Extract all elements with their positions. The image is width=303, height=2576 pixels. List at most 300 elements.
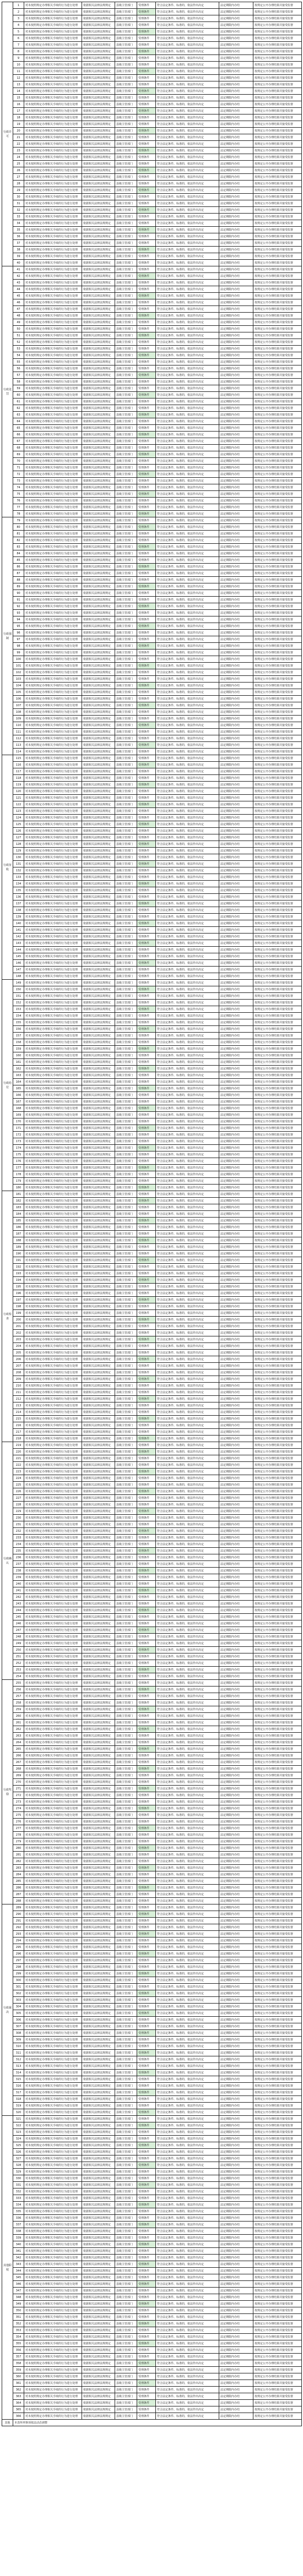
table-row — [2, 564, 302, 570]
cell-note: 按规定公开办理结果并接受监督 — [253, 504, 302, 511]
row-number: 68 — [13, 445, 24, 451]
row-number: 271 — [13, 1786, 24, 1792]
cell-item: 对未按照规定办理相关手续的行为进行处理 — [24, 451, 82, 458]
row-number: 99 — [13, 650, 24, 656]
cell-note: 按规定公开办理结果并接受监督 — [253, 2142, 302, 2149]
cell-limit: 法定期限内办结 — [219, 1838, 253, 1845]
cell-basis: 依据相关法律法规规定 — [82, 531, 115, 537]
cell-basis: 依据相关法律法规规定 — [82, 2327, 115, 2334]
row-number: 305 — [13, 2010, 24, 2017]
cell-limit: 法定期限内办结 — [219, 62, 253, 68]
cell-subject: 县级主管部门 — [115, 2010, 137, 2017]
cell-element: 受理条件 — [137, 795, 156, 801]
row-number: 304 — [13, 2004, 24, 2010]
cell-subject: 县级主管部门 — [115, 484, 137, 491]
cell-element: 受理条件 — [137, 887, 156, 894]
cell-standard: 符合法定条件、标准的，依法作出决定 — [156, 1713, 219, 1720]
cell-note: 按规定公开办理结果并接受监督 — [253, 1528, 302, 1535]
cell-item: 对未按照规定办理相关手续的行为进行处理 — [24, 1350, 82, 1356]
table-row — [2, 2347, 302, 2354]
cell-standard: 符合法定条件、标准的，依法作出决定 — [156, 2268, 219, 2274]
row-number: 287 — [13, 1891, 24, 1898]
cell-limit: 法定期限内办结 — [219, 1297, 253, 1303]
cell-basis: 依据相关法律法规规定 — [82, 1369, 115, 1376]
cell-item: 对未按照规定办理相关手续的行为进行处理 — [24, 88, 82, 95]
cell-subject: 县级主管部门 — [115, 1350, 137, 1356]
row-number: 226 — [13, 1488, 24, 1495]
cell-standard: 符合法定条件、标准的，依法作出决定 — [156, 2142, 219, 2149]
cell-note: 按规定公开办理结果并接受监督 — [253, 1138, 302, 1145]
cell-element: 受理条件 — [137, 1938, 156, 1944]
cell-subject: 县级主管部门 — [115, 828, 137, 834]
cell-item: 对未按照规定办理相关手续的行为进行处理 — [24, 2354, 82, 2360]
cell-standard: 符合法定条件、标准的，依法作出决定 — [156, 2175, 219, 2182]
cell-element: 受理条件 — [137, 1521, 156, 1528]
cell-basis: 依据相关法律法规规定 — [82, 22, 115, 29]
row-number: 4 — [13, 22, 24, 29]
cell-subject: 县级主管部门 — [115, 1786, 137, 1792]
cell-element: 受理条件 — [137, 385, 156, 392]
cell-standard: 符合法定条件、标准的，依法作出决定 — [156, 1825, 219, 1832]
cell-item: 对未按照规定办理相关手续的行为进行处理 — [24, 590, 82, 597]
cell-subject: 县级主管部门 — [115, 2347, 137, 2354]
table-row — [2, 207, 302, 214]
cell-basis: 依据相关法律法规规定 — [82, 722, 115, 729]
cell-element: 受理条件 — [137, 313, 156, 319]
cell-limit: 法定期限内办结 — [219, 35, 253, 42]
row-number: 126 — [13, 828, 24, 834]
cell-basis: 依据相关法律法规规定 — [82, 2255, 115, 2261]
cell-standard: 符合法定条件、标准的，依法作出决定 — [156, 2294, 219, 2301]
cell-limit: 法定期限内办结 — [219, 1145, 253, 1151]
table-row — [2, 2288, 302, 2294]
cell-basis: 依据相关法律法规规定 — [82, 1885, 115, 1891]
cell-subject: 县级主管部门 — [115, 1904, 137, 1911]
row-number: 77 — [13, 504, 24, 511]
table-row — [2, 1277, 302, 1284]
cell-standard: 符合法定条件、标准的，依法作出决定 — [156, 174, 219, 181]
cell-element: 受理条件 — [137, 2043, 156, 2050]
cell-subject: 县级主管部门 — [115, 709, 137, 716]
row-number: 326 — [13, 2149, 24, 2155]
cell-note: 按规定公开办理结果并接受监督 — [253, 2122, 302, 2129]
table-row — [2, 1224, 302, 1231]
cell-element: 受理条件 — [137, 1911, 156, 1918]
cell-element: 受理条件 — [137, 2, 156, 9]
cell-basis: 依据相关法律法规规定 — [82, 2136, 115, 2142]
cell-subject: 县级主管部门 — [115, 1396, 137, 1402]
cell-subject: 县级主管部门 — [115, 260, 137, 266]
cell-element: 受理条件 — [137, 762, 156, 768]
cell-note: 按规定公开办理结果并接受监督 — [253, 1819, 302, 1825]
cell-item: 对未按照规定办理相关手续的行为进行处理 — [24, 207, 82, 214]
cell-element: 受理条件 — [137, 379, 156, 385]
cell-subject: 县级主管部门 — [115, 2056, 137, 2063]
row-number: 209 — [13, 1376, 24, 1383]
cell-subject: 县级主管部门 — [115, 2182, 137, 2188]
cell-basis: 依据相关法律法规规定 — [82, 9, 115, 15]
table-row — [2, 1052, 302, 1059]
cell-note: 按规定公开办理结果并接受监督 — [253, 445, 302, 451]
table-row — [2, 1469, 302, 1475]
cell-element: 受理条件 — [137, 636, 156, 643]
cell-note: 按规定公开办理结果并接受监督 — [253, 2129, 302, 2136]
cell-limit: 法定期限内办结 — [219, 392, 253, 399]
cell-standard: 符合法定条件、标准的，依法作出决定 — [156, 1587, 219, 1594]
cell-basis: 依据相关法律法规规定 — [82, 623, 115, 630]
cell-basis: 依据相关法律法规规定 — [82, 1356, 115, 1363]
cell-item: 对未按照规定办理相关手续的行为进行处理 — [24, 432, 82, 438]
cell-limit: 法定期限内办结 — [219, 821, 253, 828]
cell-item: 对未按照规定办理相关手续的行为进行处理 — [24, 326, 82, 332]
cell-element: 受理条件 — [137, 359, 156, 365]
cell-basis: 依据相关法律法规规定 — [82, 1191, 115, 1198]
cell-item: 对未按照规定办理相关手续的行为进行处理 — [24, 1528, 82, 1535]
cell-subject: 县级主管部门 — [115, 1383, 137, 1389]
table-row — [2, 1521, 302, 1528]
cell-subject: 县级主管部门 — [115, 1085, 137, 1092]
table-row — [2, 1429, 302, 1436]
table-row — [2, 1792, 302, 1799]
cell-item: 对未按照规定办理相关手续的行为进行处理 — [24, 749, 82, 755]
table-row — [2, 1627, 302, 1634]
cell-item: 对未按照规定办理相关手续的行为进行处理 — [24, 630, 82, 636]
cell-limit: 法定期限内办结 — [219, 2387, 253, 2393]
cell-limit: 法定期限内办结 — [219, 1211, 253, 1218]
table-row — [2, 973, 302, 980]
cell-element: 受理条件 — [137, 134, 156, 141]
cell-element: 受理条件 — [137, 1323, 156, 1330]
cell-item: 对未按照规定办理相关手续的行为进行处理 — [24, 2, 82, 9]
table-row — [2, 181, 302, 187]
cell-subject: 县级主管部门 — [115, 1422, 137, 1429]
table-row — [2, 524, 302, 531]
cell-limit: 法定期限内办结 — [219, 953, 253, 960]
table-row — [2, 313, 302, 319]
cell-standard: 符合法定条件、标准的，依法作出决定 — [156, 1601, 219, 1607]
cell-note: 按规定公开办理结果并接受监督 — [253, 1363, 302, 1369]
table-row — [2, 2307, 302, 2314]
cell-note: 按规定公开办理结果并接受监督 — [253, 48, 302, 55]
cell-limit: 法定期限内办结 — [219, 1251, 253, 1257]
row-number: 290 — [13, 1911, 24, 1918]
cell-basis: 依据相关法律法规规定 — [82, 306, 115, 313]
cell-limit: 法定期限内办结 — [219, 2129, 253, 2136]
table-row — [2, 900, 302, 907]
cell-subject: 县级主管部门 — [115, 775, 137, 782]
cell-standard: 符合法定条件、标准的，依法作出决定 — [156, 2043, 219, 2050]
cell-item: 对未按照规定办理相关手续的行为进行处理 — [24, 167, 82, 174]
cell-element: 受理条件 — [137, 1066, 156, 1072]
cell-element: 受理条件 — [137, 986, 156, 993]
row-number: 276 — [13, 1819, 24, 1825]
row-number: 263 — [13, 1733, 24, 1739]
cell-basis: 依据相关法律法规规定 — [82, 894, 115, 900]
table-row — [2, 62, 302, 68]
cell-limit: 法定期限内办结 — [219, 1290, 253, 1297]
row-number: 336 — [13, 2215, 24, 2222]
cell-subject: 县级主管部门 — [115, 749, 137, 755]
cell-limit: 法定期限内办结 — [219, 128, 253, 134]
cell-basis: 依据相关法律法规规定 — [82, 1898, 115, 1904]
row-number: 255 — [13, 1680, 24, 1687]
cell-basis: 依据相关法律法规规定 — [82, 1759, 115, 1766]
cell-item: 对未按照规定办理相关手续的行为进行处理 — [24, 735, 82, 742]
cell-item: 对未按照规定办理相关手续的行为进行处理 — [24, 2208, 82, 2215]
cell-subject: 县级主管部门 — [115, 1508, 137, 1515]
row-number: 253 — [13, 1667, 24, 1673]
cell-limit: 法定期限内办结 — [219, 2334, 253, 2340]
table-row — [2, 293, 302, 299]
cell-limit: 法定期限内办结 — [219, 2314, 253, 2321]
row-number: 123 — [13, 808, 24, 815]
cell-note: 按规定公开办理结果并接受监督 — [253, 2182, 302, 2188]
row-number: 366 — [13, 2413, 24, 2420]
cell-note: 按规定公开办理结果并接受监督 — [253, 2241, 302, 2248]
cell-item: 对未按照规定办理相关手续的行为进行处理 — [24, 1224, 82, 1231]
cell-basis: 依据相关法律法规规定 — [82, 1865, 115, 1871]
row-number: 225 — [13, 1482, 24, 1488]
cell-subject: 县级主管部门 — [115, 432, 137, 438]
cell-note: 按规定公开办理结果并接受监督 — [253, 2413, 302, 2420]
row-number: 338 — [13, 2228, 24, 2235]
cell-basis: 依据相关法律法规规定 — [82, 590, 115, 597]
table-row — [2, 1878, 302, 1885]
cell-subject: 县级主管部门 — [115, 1231, 137, 1237]
cell-subject: 县级主管部门 — [115, 788, 137, 795]
table-row — [2, 993, 302, 1000]
cell-subject: 县级主管部门 — [115, 1462, 137, 1469]
cell-note: 按规定公开办理结果并接受监督 — [253, 2274, 302, 2281]
cell-element: 受理条件 — [137, 227, 156, 233]
cell-element: 受理条件 — [137, 432, 156, 438]
cell-standard: 符合法定条件、标准的，依法作出决定 — [156, 81, 219, 88]
cell-subject: 县级主管部门 — [115, 1132, 137, 1138]
cell-subject: 县级主管部门 — [115, 2175, 137, 2182]
cell-element: 受理条件 — [137, 1898, 156, 1904]
cell-limit: 法定期限内办结 — [219, 1502, 253, 1508]
cell-note: 按规定公开办理结果并接受监督 — [253, 1838, 302, 1845]
cell-standard: 符合法定条件、标准的，依法作出决定 — [156, 1918, 219, 1924]
cell-element: 受理条件 — [137, 967, 156, 973]
table-row — [2, 22, 302, 29]
cell-note: 按规定公开办理结果并接受监督 — [253, 841, 302, 848]
cell-limit: 法定期限内办结 — [219, 29, 253, 35]
cell-item: 对未按照规定办理相关手续的行为进行处理 — [24, 1244, 82, 1251]
cell-element: 受理条件 — [137, 1125, 156, 1132]
row-number: 317 — [13, 2089, 24, 2096]
table-row — [2, 914, 302, 920]
cell-subject: 县级主管部门 — [115, 1171, 137, 1178]
cell-subject: 县级主管部门 — [115, 1000, 137, 1006]
row-number: 303 — [13, 1997, 24, 2004]
table-row — [2, 874, 302, 881]
cell-item: 对未按照规定办理相关手续的行为进行处理 — [24, 2340, 82, 2347]
cell-subject: 县级主管部门 — [115, 524, 137, 531]
cell-element: 受理条件 — [137, 676, 156, 683]
cell-limit: 法定期限内办结 — [219, 900, 253, 907]
cell-standard: 符合法定条件、标准的，依法作出决定 — [156, 1369, 219, 1376]
cell-basis: 依据相关法律法规规定 — [82, 1508, 115, 1515]
table-row — [2, 1904, 302, 1911]
table-row — [2, 1667, 302, 1673]
cell-subject: 县级主管部门 — [115, 874, 137, 881]
row-number: 282 — [13, 1858, 24, 1865]
cell-standard: 符合法定条件、标准的，依法作出决定 — [156, 1931, 219, 1938]
row-number: 50 — [13, 326, 24, 332]
table-row — [2, 1726, 302, 1733]
table-row — [2, 286, 302, 293]
cell-basis: 依据相关法律法规规定 — [82, 1085, 115, 1092]
cell-limit: 法定期限内办结 — [219, 1885, 253, 1891]
row-number: 189 — [13, 1244, 24, 1251]
cell-standard: 符合法定条件、标准的，依法作出决定 — [156, 1951, 219, 1957]
row-number: 309 — [13, 2037, 24, 2043]
cell-standard: 符合法定条件、标准的，依法作出决定 — [156, 2182, 219, 2188]
row-number: 321 — [13, 2116, 24, 2122]
cell-basis: 依据相关法律法规规定 — [82, 1825, 115, 1832]
row-number: 244 — [13, 1607, 24, 1614]
cell-subject: 县级主管部门 — [115, 2162, 137, 2169]
row-number: 349 — [13, 2301, 24, 2307]
cell-note: 按规定公开办理结果并接受监督 — [253, 1019, 302, 1026]
cell-note: 按规定公开办理结果并接受监督 — [253, 42, 302, 48]
cell-note: 按规定公开办理结果并接受监督 — [253, 517, 302, 524]
cell-basis: 依据相关法律法规规定 — [82, 1422, 115, 1429]
cell-item: 对未按照规定办理相关手续的行为进行处理 — [24, 669, 82, 676]
cell-item: 对未按照规定办理相关手续的行为进行处理 — [24, 782, 82, 788]
table-row — [2, 2274, 302, 2281]
cell-limit: 法定期限内办结 — [219, 874, 253, 881]
cell-standard: 符合法定条件、标准的，依法作出决定 — [156, 1151, 219, 1158]
cell-limit: 法定期限内办结 — [219, 260, 253, 266]
cell-subject: 县级主管部门 — [115, 2109, 137, 2116]
cell-limit: 法定期限内办结 — [219, 412, 253, 418]
row-number: 283 — [13, 1865, 24, 1871]
cell-element: 受理条件 — [137, 1627, 156, 1634]
cell-subject: 县级主管部门 — [115, 1336, 137, 1343]
table-row — [2, 2314, 302, 2321]
cell-note: 按规定公开办理结果并接受监督 — [253, 1006, 302, 1013]
cell-note: 按规定公开办理结果并接受监督 — [253, 947, 302, 953]
cell-limit: 法定期限内办结 — [219, 1204, 253, 1211]
table-row — [2, 1013, 302, 1019]
cell-standard: 符合法定条件、标准的，依法作出决定 — [156, 1303, 219, 1310]
cell-limit: 法定期限内办结 — [219, 1317, 253, 1323]
cell-note: 按规定公开办理结果并接受监督 — [253, 1178, 302, 1185]
cell-standard: 符合法定条件、标准的，依法作出决定 — [156, 927, 219, 934]
cell-limit: 法定期限内办结 — [219, 570, 253, 577]
cell-limit: 法定期限内办结 — [219, 1931, 253, 1938]
cell-note: 按规定公开办理结果并接受监督 — [253, 1317, 302, 1323]
cell-note: 按规定公开办理结果并接受监督 — [253, 458, 302, 465]
cell-basis: 依据相关法律法规规定 — [82, 1310, 115, 1317]
cell-subject: 县级主管部门 — [115, 1871, 137, 1878]
cell-basis: 依据相关法律法规规定 — [82, 2129, 115, 2136]
cell-limit: 法定期限内办结 — [219, 365, 253, 372]
cell-limit: 法定期限内办结 — [219, 788, 253, 795]
table-row — [2, 339, 302, 346]
cell-standard: 符合法定条件、标准的，依法作出决定 — [156, 1554, 219, 1561]
cell-item: 对未按照规定办理相关手续的行为进行处理 — [24, 537, 82, 544]
row-number: 334 — [13, 2202, 24, 2208]
cell-note: 按规定公开办理结果并接受监督 — [253, 1753, 302, 1759]
cell-element: 受理条件 — [137, 610, 156, 616]
cell-limit: 法定期限内办结 — [219, 636, 253, 643]
row-number: 125 — [13, 821, 24, 828]
cell-subject: 县级主管部门 — [115, 1838, 137, 1845]
cell-basis: 依据相关法律法规规定 — [82, 683, 115, 689]
cell-element: 受理条件 — [137, 1746, 156, 1753]
row-number: 284 — [13, 1871, 24, 1878]
cell-element: 受理条件 — [137, 834, 156, 841]
cell-item: 对未按照规定办理相关手续的行为进行处理 — [24, 2222, 82, 2228]
cell-note: 按规定公开办理结果并接受监督 — [253, 1052, 302, 1059]
cell-element: 受理条件 — [137, 848, 156, 854]
cell-element: 受理条件 — [137, 1257, 156, 1264]
cell-standard: 符合法定条件、标准的，依法作出决定 — [156, 1944, 219, 1951]
table-row — [2, 418, 302, 425]
cell-element: 受理条件 — [137, 240, 156, 247]
cell-basis: 依据相关法律法规规定 — [82, 2274, 115, 2281]
row-number: 174 — [13, 1145, 24, 1151]
table-row — [2, 1343, 302, 1350]
cell-limit: 法定期限内办结 — [219, 2103, 253, 2109]
table-row — [2, 359, 302, 365]
cell-basis: 依据相关法律法规规定 — [82, 2109, 115, 2116]
cell-standard: 符合法定条件、标准的，依法作出决定 — [156, 412, 219, 418]
cell-limit: 法定期限内办结 — [219, 418, 253, 425]
row-number: 26 — [13, 167, 24, 174]
cell-subject: 县级主管部门 — [115, 894, 137, 900]
cell-limit: 法定期限内办结 — [219, 1871, 253, 1878]
cell-subject: 县级主管部门 — [115, 887, 137, 894]
cell-element: 受理条件 — [137, 2215, 156, 2222]
table-row — [2, 167, 302, 174]
cell-note: 按规定公开办理结果并接受监督 — [253, 280, 302, 286]
cell-standard: 符合法定条件、标准的，依法作出决定 — [156, 1013, 219, 1019]
cell-element: 受理条件 — [137, 2162, 156, 2169]
cell-standard: 符合法定条件、标准的，依法作出决定 — [156, 557, 219, 564]
cell-limit: 法定期限内办结 — [219, 722, 253, 729]
cell-basis: 依据相关法律法规规定 — [82, 920, 115, 927]
cell-subject: 县级主管部门 — [115, 768, 137, 775]
row-number: 96 — [13, 630, 24, 636]
cell-element: 受理条件 — [137, 1416, 156, 1422]
table-body — [2, 2, 302, 2426]
cell-element: 受理条件 — [137, 1739, 156, 1746]
cell-note: 按规定公开办理结果并接受监督 — [253, 1409, 302, 1416]
cell-note: 按规定公开办理结果并接受监督 — [253, 788, 302, 795]
table-row — [2, 128, 302, 134]
cell-item: 对未按照规定办理相关手续的行为进行处理 — [24, 2268, 82, 2274]
cell-element: 受理条件 — [137, 1667, 156, 1673]
cell-item: 对未按照规定办理相关手续的行为进行处理 — [24, 1977, 82, 1984]
cell-note: 按规定公开办理结果并接受监督 — [253, 1158, 302, 1165]
cell-note: 按规定公开办理结果并接受监督 — [253, 1898, 302, 1904]
cell-basis: 依据相关法律法规规定 — [82, 980, 115, 986]
cell-limit: 法定期限内办结 — [219, 755, 253, 762]
table-row — [2, 1911, 302, 1918]
cell-note: 按规定公开办理结果并接受监督 — [253, 1581, 302, 1587]
cell-standard: 符合法定条件、标准的，依法作出决定 — [156, 1561, 219, 1568]
row-number: 202 — [13, 1330, 24, 1336]
cell-basis: 依据相关法律法规规定 — [82, 385, 115, 392]
cell-standard: 符合法定条件、标准的，依法作出决定 — [156, 656, 219, 663]
cell-standard: 符合法定条件、标准的，依法作出决定 — [156, 940, 219, 947]
cell-element: 受理条件 — [137, 1779, 156, 1786]
cell-standard: 符合法定条件、标准的，依法作出决定 — [156, 2, 219, 9]
